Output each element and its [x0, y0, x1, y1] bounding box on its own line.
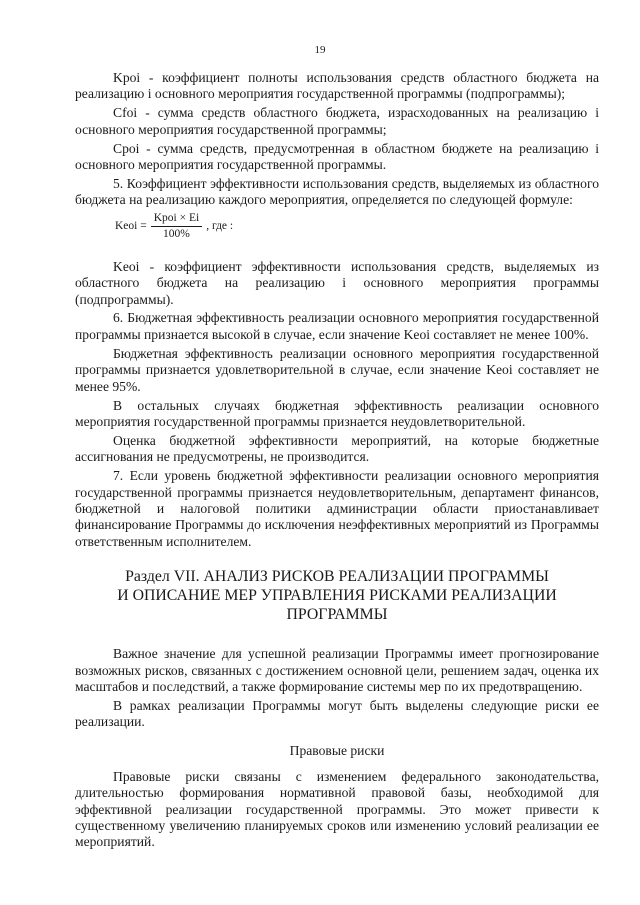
paragraph-item-6: 6. Бюджетная эффективность реализации основного мероприятия государственной программы признается высокой в случае, если значение Keoi составляет не менее 100%.: [75, 310, 599, 342]
subheading-legal-risks: Правовые риски: [289, 742, 385, 758]
paragraph-item-7: 7. Если уровень бюджетной эффективности реализации основного мероприятия государственной программы признается неудовлетворительным, департамент финансов, бюджетной и налоговой политики администрации области приостанавливает финансирование Программы до исключения неэффективных мероприятий из Программы ответственным исполнителем.: [75, 468, 599, 549]
formula-fraction: [151, 212, 202, 241]
section-title-line-1: Раздел VII. АНАЛИЗ РИСКОВ РЕАЛИЗАЦИИ ПРОГРАММЫ: [125, 568, 549, 586]
page-number: 19: [314, 44, 326, 56]
paragraph-keoi-definition: Keoi - коэффициент эффективности использования средств, выделяемых из областного бюджета на реализацию i основного мероприятия программы (подпрограммы).: [75, 258, 599, 307]
section-title: [75, 567, 599, 624]
formula-denominator: 100%: [163, 227, 190, 240]
page-content: [75, 70, 599, 853]
formula-numerator: Kpoi × Ei: [151, 212, 202, 227]
paragraph-legal-risks: Правовые риски связаны с изменением федерального законодательства, длительностью формирования нормативной правовой базы, необходимой для эффективной реализации государственной программы. Это может привести к существенному увеличению планируемых сроков или изменению условий реализации ее мероприятий.: [75, 768, 599, 850]
paragraph-risk-importance: Важное значение для успешной реализации Программы имеет прогнозирование возможных рисков, связанных с достижением основной цели, решением задач, оценка их масштабов и последствий, а также формирование системы мер по их предотвращению.: [75, 646, 599, 694]
formula-lhs: Keoi =: [115, 220, 147, 233]
paragraph-item-5: 5. Коэффициент эффективности использования средств, выделяемых из областного бюджета на реализацию каждого мероприятия, определяется по следующей формуле:: [75, 175, 599, 208]
paragraph-kpoi-definition: Kpoi - коэффициент полноты использования средств областного бюджета на реализацию i основного мероприятия государственной программы (подпрограммы);: [75, 70, 599, 102]
formula-keoi: [115, 212, 599, 241]
section-title-line-2: И ОПИСАНИЕ МЕР УПРАВЛЕНИЯ РИСКАМИ РЕАЛИЗАЦИИ ПРОГРАММЫ: [117, 587, 557, 624]
paragraph-satisfactory: Бюджетная эффективность реализации основного мероприятия государственной программы признается удовлетворительной в случае, если значение Keoi составляет не менее 95%.: [75, 345, 599, 394]
paragraph-unsatisfactory: В остальных случаях бюджетная эффективность реализации основного мероприятия государственной программы признается неудовлетворительной.: [75, 397, 599, 429]
paragraph-risk-list-intro: В рамках реализации Программы могут быть выделены следующие риски ее реализации.: [75, 697, 599, 730]
paragraph-cfoi-definition: Cfoi - сумма средств областного бюджета, израсходованных на реализацию i основного мероприятия государственной программы;: [75, 105, 599, 137]
formula-suffix: , где :: [206, 220, 234, 233]
paragraph-no-allocation: Оценка бюджетной эффективности мероприятий, на которые бюджетные ассигнования не предусмотрены, не производится.: [75, 432, 599, 465]
paragraph-cpoi-definition: Cpoi - сумма средств, предусмотренная в областном бюджете на реализацию i основного мероприятия государственной программы.: [75, 140, 599, 173]
